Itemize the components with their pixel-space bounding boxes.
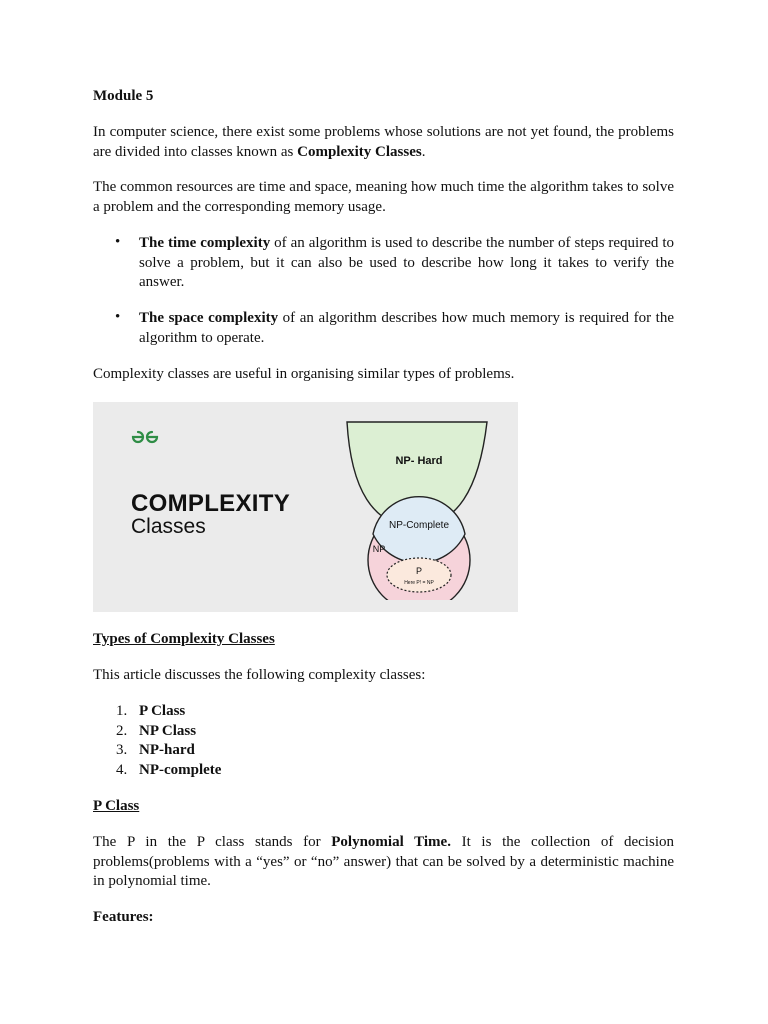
p-note: Here P! = NP — [404, 580, 434, 586]
figure-subtitle: Classes — [131, 515, 206, 538]
bullet-time-complexity: The time complexity of an algorithm is used to describe the number of steps required to solve a problem, but it can also be used to describe how long it takes to verify the answer. — [139, 235, 674, 290]
p-label: P — [415, 566, 423, 576]
list-item: NP-hard — [139, 742, 195, 758]
figure-title: COMPLEXITY — [131, 490, 291, 517]
module-heading: Module 5 — [93, 88, 154, 104]
bullet-marker: • — [115, 309, 121, 325]
complexity-classes-figure — [93, 402, 518, 612]
intro-paragraph: In computer science, there exist some problems whose solutions are not yet found, the problems are divided into classes known as Complexity Classes. — [93, 124, 674, 160]
types-intro: This article discusses the following complexity classes: — [93, 667, 426, 683]
list-item-number: 2. — [116, 722, 128, 739]
types-heading: Types of Complexity Classes — [93, 631, 275, 647]
p-class-paragraph: The P in the P class stands for Polynomial Time. It is the collection of decision problems(problems with a “yes” or “no” answer) that can be solved by a deterministic machine in polynomial time. — [93, 834, 674, 889]
list-item-number: 3. — [116, 742, 128, 758]
useful-paragraph: Complexity classes are useful in organising similar types of problems. — [93, 366, 515, 382]
list-item: NP-complete — [139, 761, 222, 778]
list-item-number: 1. — [116, 703, 128, 719]
gfg-logo-icon — [130, 429, 160, 445]
bullet-space-complexity: The space complexity of an algorithm describes how much memory is required for the algorithm to operate. — [139, 310, 674, 346]
list-item-number: 4. — [116, 761, 128, 778]
np-complete-label: NP-Complete — [388, 520, 450, 531]
bullet-marker: • — [115, 234, 121, 250]
venn-diagram — [343, 420, 493, 600]
list-item: NP Class — [139, 722, 197, 739]
features-heading: Features: — [93, 909, 154, 925]
p-class-heading: P Class — [93, 798, 140, 814]
np-label: NP — [372, 544, 386, 554]
resources-paragraph: The common resources are time and space, meaning how much time the algorithm takes to solve a problem and the corresponding memory usage. — [93, 179, 674, 215]
np-hard-label: NP- Hard — [395, 455, 443, 467]
list-item: P Class — [139, 703, 186, 719]
